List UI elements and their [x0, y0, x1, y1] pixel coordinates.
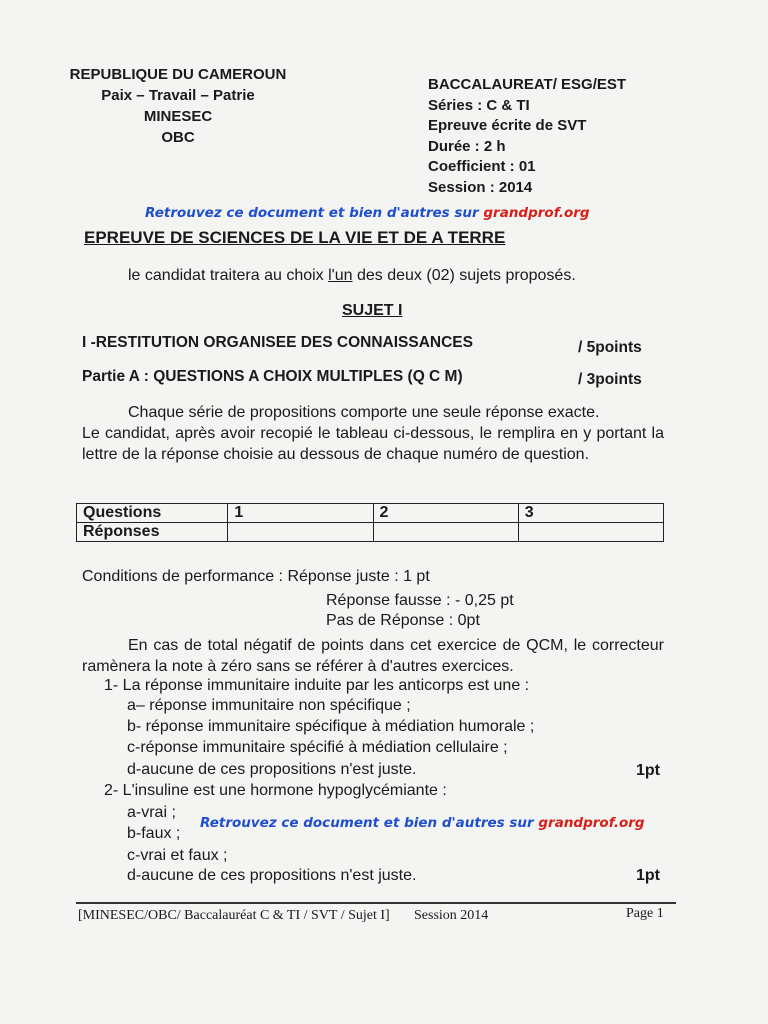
sujet-heading: SUJET I — [342, 302, 403, 319]
header-left-line: REPUBLIQUE DU CAMEROUN — [69, 66, 287, 83]
question-2-option: d-aucune de ces propositions n'est juste. — [127, 867, 417, 884]
header-right-line: Session : 2014 — [428, 178, 533, 196]
negative-rule-text: En cas de total négatif de points dans cet exercice de QCM, le correcteur ramènera la note à zéro sans se référer à d'autres exercices. — [82, 637, 664, 675]
condition-none: Pas de Réponse : 0pt — [326, 612, 480, 629]
answer-cell — [228, 523, 373, 542]
conditions-line — [82, 568, 430, 586]
question-2-points: 1pt — [636, 867, 660, 884]
question-1-option: b- réponse immunitaire spécifique à médiation humorale ; — [127, 718, 535, 735]
exam-title: EPREUVE DE SCIENCES DE LA VIE ET DE A TERRE — [84, 228, 506, 247]
header-left-line: MINESEC — [143, 108, 213, 125]
question-1-option: c-réponse immunitaire spécifié à médiation cellulaire ; — [127, 739, 508, 756]
answer-cell — [518, 523, 663, 542]
footer-page-number: Page 1 — [626, 906, 664, 921]
question-1-points: 1pt — [636, 762, 660, 779]
header-right-line: Epreuve écrite de SVT — [428, 117, 587, 134]
promo-text: Retrouvez ce document et bien d'autres sur — [200, 815, 539, 831]
table-header-cell: Réponses — [77, 523, 228, 542]
footer-session: Session 2014 — [414, 908, 489, 923]
header-left — [56, 64, 300, 148]
header-right-line: Coefficient : 01 — [428, 158, 536, 175]
question-1-stem: 1- La réponse immunitaire induite par les anticorps est une : — [104, 677, 530, 694]
promo-site-link[interactable]: grandprof.org — [538, 815, 645, 831]
promo-site-link[interactable]: grandprof.org — [483, 205, 590, 221]
question-2-option: c-vrai et faux ; — [127, 847, 228, 864]
instruction-paragraph — [82, 402, 664, 465]
header-right — [428, 75, 626, 198]
header-right-line: BACCALAUREAT/ ESG/EST — [428, 76, 627, 93]
intro-before: le candidat traitera au choix — [128, 267, 329, 284]
intro-underlined: l'un — [328, 267, 353, 284]
condition-correct: Réponse juste : 1 pt — [287, 568, 430, 585]
header-right-line: Durée : 2 h — [428, 137, 506, 155]
question-2-stem: 2- L'insuline est une hormone hypoglycémiante : — [104, 782, 447, 799]
answer-table — [76, 503, 664, 542]
question-2-option: b-faux ; — [127, 825, 181, 842]
promo-banner — [145, 205, 590, 221]
header-right-line: Séries : C & TI — [428, 96, 530, 114]
condition-wrong: Réponse fausse : - 0,25 pt — [326, 592, 514, 609]
question-number-cell: 1 — [228, 504, 373, 523]
question-1-option: d-aucune de ces propositions n'est juste. — [127, 761, 417, 778]
promo-banner — [200, 815, 645, 831]
intro-after: des deux (02) sujets proposés. — [352, 267, 576, 284]
answer-cell — [373, 523, 518, 542]
question-1-option: a– réponse immunitaire non spécifique ; — [127, 697, 411, 714]
table-row — [77, 523, 664, 542]
intro-sentence — [128, 267, 576, 285]
instruction-line: Chaque série de propositions comporte une seule réponse exacte. — [128, 404, 600, 421]
footer-divider — [76, 902, 676, 904]
footer-reference: [MINESEC/OBC/ Baccalauréat C & TI / SVT / Sujet I] — [78, 908, 390, 923]
negative-rule-paragraph — [82, 635, 664, 677]
section-heading: I -RESTITUTION ORGANISEE DES CONNAISSANCES — [82, 334, 473, 351]
section-points: / 5points — [578, 339, 642, 356]
table-row — [77, 504, 664, 523]
question-2-option: a-vrai ; — [127, 804, 176, 821]
part-a-points: / 3points — [578, 371, 642, 388]
conditions-label: Conditions de performance : — [82, 568, 288, 585]
part-a-heading: Partie A : QUESTIONS A CHOIX MULTIPLES (Q C M) — [82, 368, 463, 385]
question-number-cell: 3 — [518, 504, 663, 523]
question-number-cell: 2 — [373, 504, 518, 523]
promo-text: Retrouvez ce document et bien d'autres sur — [145, 205, 484, 221]
header-left-line: OBC — [161, 129, 195, 146]
instruction-rest: Le candidat, après avoir recopié le tableau ci-dessous, le remplira en y portant la lettre de la réponse choisie au dessous de chaque numéro de question. — [82, 425, 664, 463]
header-left-line: Paix – Travail – Patrie — [101, 87, 255, 104]
table-header-cell: Questions — [77, 504, 228, 523]
